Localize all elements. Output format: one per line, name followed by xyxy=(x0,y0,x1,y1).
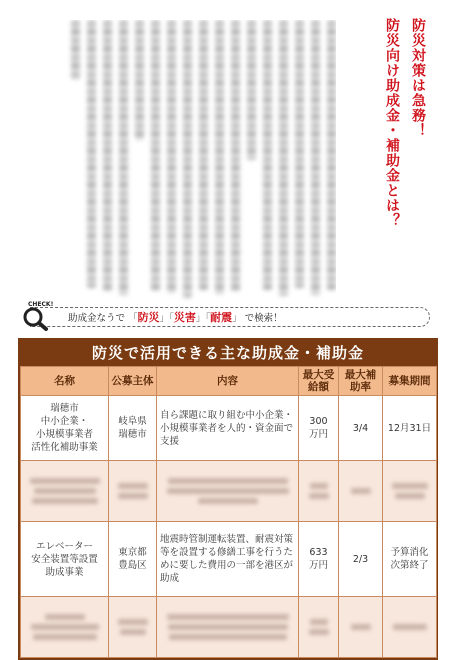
cell-period: 12月31日 xyxy=(383,396,437,461)
search-banner xyxy=(18,298,430,328)
blurred-text-column xyxy=(103,20,112,292)
table-title: 防災で活用できる主な助成金・補助金 xyxy=(20,340,436,366)
header-max-rate: 最大補助率 xyxy=(339,367,383,396)
blurred-cell xyxy=(339,461,383,522)
blurred-cell xyxy=(109,461,157,522)
header-content: 内容 xyxy=(157,367,299,396)
cell-period: 予算消化 次第終了 xyxy=(383,522,437,597)
cell-max-rate: 3/4 xyxy=(339,396,383,461)
search-prefix: 助成金なうで xyxy=(68,313,126,324)
headline-line-2: 防災向け助成金・補助金とは？ xyxy=(384,18,400,228)
table-row xyxy=(21,396,437,461)
blurred-text-column xyxy=(151,20,160,291)
cell-max-amount: 633 万円 xyxy=(299,522,339,597)
blurred-text-column xyxy=(183,20,192,298)
headline-line-1: 防災対策は急務！ xyxy=(410,18,426,138)
keyword-saigai: 災害 xyxy=(173,311,196,324)
blurred-text-column xyxy=(119,20,128,295)
header-name: 名称 xyxy=(21,367,109,396)
blurred-text-column xyxy=(135,20,144,140)
blurred-cell xyxy=(299,461,339,522)
cell-content: 自ら課題に取り組む中小企業・小規模事業者を人的・資金面で支援 xyxy=(157,396,299,461)
header-period: 募集期間 xyxy=(383,367,437,396)
keyword-bousai: 防災 xyxy=(137,311,160,324)
blurred-text-column xyxy=(327,20,336,290)
grants-table xyxy=(18,338,438,660)
blurred-text-column xyxy=(279,20,288,296)
blurred-text-column xyxy=(71,20,80,80)
blurred-text-column xyxy=(231,20,240,292)
blurred-cell xyxy=(21,597,109,658)
table-header-row xyxy=(21,367,437,396)
cell-org: 東京都 豊島区 xyxy=(109,522,157,597)
blurred-text-column xyxy=(87,20,96,288)
keyword-taishin: 耐震 xyxy=(210,311,233,324)
blurred-cell xyxy=(339,597,383,658)
blurred-text-column xyxy=(247,20,256,160)
blurred-cell xyxy=(109,597,157,658)
table-row xyxy=(21,522,437,597)
blurred-text-column xyxy=(311,20,320,295)
blurred-cell xyxy=(157,461,299,522)
blurred-cell xyxy=(299,597,339,658)
blurred-text-column xyxy=(295,20,304,288)
blurred-text-column xyxy=(199,20,208,290)
cell-content: 地震時管制運転装置、耐震対策等を設置する修繕工事を行うために要した費用の一部を港区が助成 xyxy=(157,522,299,597)
cell-org: 岐阜県 瑞穂市 xyxy=(109,396,157,461)
blurred-cell xyxy=(21,461,109,522)
blurred-table-row xyxy=(21,597,437,658)
blurred-text-column xyxy=(215,20,224,294)
blurred-text-column xyxy=(167,20,176,293)
grants-table-grid xyxy=(20,366,437,658)
search-instruction: 助成金なうで 「防災」「災害」「耐震」 で検索！ xyxy=(68,311,283,324)
header-org: 公募主体 xyxy=(109,367,157,396)
header-max-amount: 最大受給額 xyxy=(299,367,339,396)
blurred-cell xyxy=(383,461,437,522)
cell-max-amount: 300 万円 xyxy=(299,396,339,461)
cell-max-rate: 2/3 xyxy=(339,522,383,597)
blurred-cell xyxy=(157,597,299,658)
blurred-cell xyxy=(383,597,437,658)
blurred-text-column xyxy=(263,20,272,290)
check-label: CHECK! xyxy=(28,301,54,308)
cell-name: 瑞穂市 中小企業・ 小規模事業者 活性化補助事業 xyxy=(21,396,109,461)
blurred-table-row xyxy=(21,461,437,522)
search-suffix: で検索！ xyxy=(244,313,283,324)
blurred-body-text xyxy=(16,20,336,305)
magnifier-icon xyxy=(18,298,54,332)
vertical-headline xyxy=(382,18,428,228)
cell-name: エレベーター 安全装置等設置 助成事業 xyxy=(21,522,109,597)
